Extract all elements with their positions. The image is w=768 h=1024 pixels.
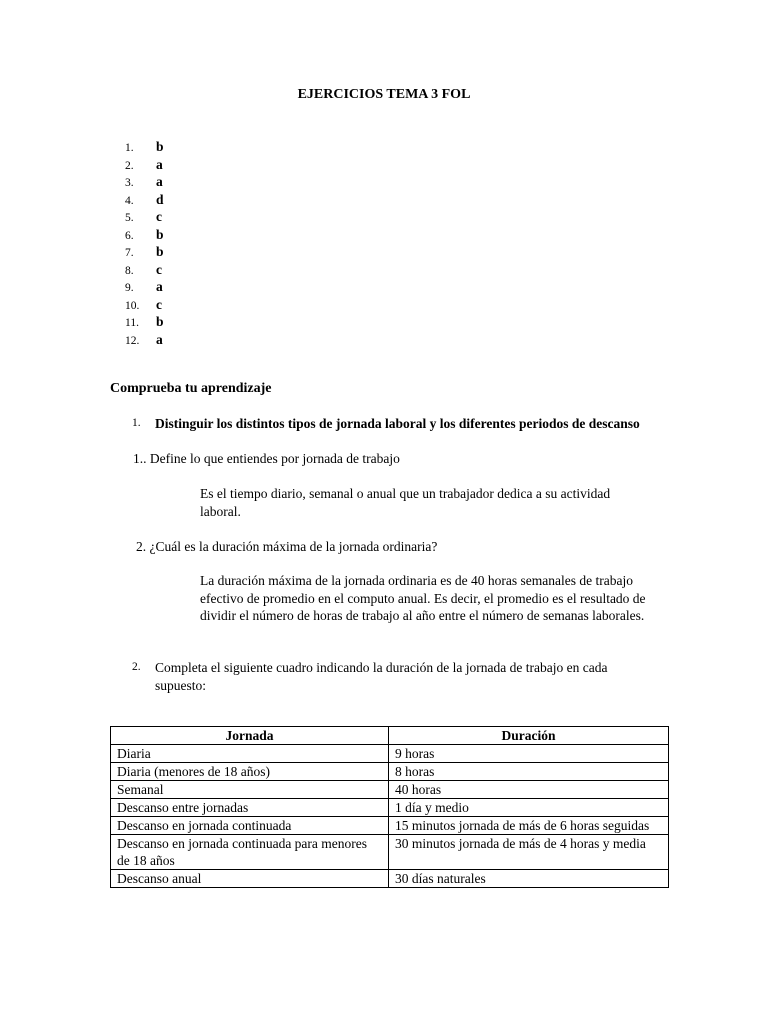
- document-title: EJERCICIOS TEMA 3 FOL: [297, 87, 471, 102]
- section-heading: Comprueba tu aprendizaje: [110, 381, 272, 396]
- answer-letter: b: [156, 139, 164, 154]
- answer-item: [125, 261, 164, 279]
- answer-number: 6.: [125, 229, 134, 242]
- table-cell: 30 minutos jornada de más de 4 horas y media: [389, 835, 669, 870]
- table-cell: 9 horas: [389, 745, 669, 763]
- table-cell: 30 días naturales: [389, 870, 669, 888]
- table-row: [111, 799, 669, 817]
- answer-item: [125, 296, 164, 314]
- column-header-jornada: Jornada: [111, 727, 389, 745]
- answer-number: 4.: [125, 194, 134, 207]
- table-cell: Diaria (menores de 18 años): [111, 763, 389, 781]
- answer-letter: a: [156, 331, 163, 347]
- table-cell: 40 horas: [389, 781, 669, 799]
- answer-1: Es el tiempo diario, semanal o anual que un trabajador dedica a su actividad laboral.: [200, 486, 611, 519]
- table-cell: Descanso en jornada continuada: [111, 817, 389, 835]
- table-cell: Diaria: [111, 745, 389, 763]
- table-header-row: [111, 727, 669, 745]
- table-cell: 15 minutos jornada de más de 6 horas seguidas: [389, 817, 669, 835]
- answer-number: 10.: [125, 299, 140, 312]
- answer-item: [125, 191, 164, 209]
- question-2: 2. ¿Cuál es la duración máxima de la jornada ordinaria?: [136, 539, 438, 554]
- answer-item: [125, 278, 164, 296]
- exercise-number: 2.: [132, 661, 141, 673]
- exercise-item-2: [132, 659, 652, 694]
- table-cell: Descanso entre jornadas: [111, 799, 389, 817]
- working-hours-table: [110, 726, 669, 888]
- answer-letter: a: [156, 279, 163, 294]
- table-row: [111, 781, 669, 799]
- answer-number: 9.: [125, 282, 134, 294]
- answer-letter: a: [156, 174, 163, 189]
- answer-letter: b: [156, 226, 164, 242]
- answer-number: 2.: [125, 159, 134, 172]
- table-row: [111, 817, 669, 835]
- objective-item: [132, 415, 662, 432]
- table-row: [111, 835, 669, 870]
- exercise-text: Completa el siguiente cuadro indicando la duración de la jornada de trabajo en cada supuesto:: [155, 660, 608, 693]
- table-cell: Descanso en jornada continuada para menores de 18 años: [111, 835, 389, 870]
- answer-number: 5.: [125, 212, 134, 224]
- answer-item: [125, 331, 164, 349]
- answer-item: [125, 138, 164, 156]
- objective-text: Distinguir los distintos tipos de jornada laboral y los diferentes periodos de descanso: [155, 416, 640, 431]
- answer-letter: c: [156, 261, 162, 277]
- answer-2: La duración máxima de la jornada ordinaria es de 40 horas semanales de trabajo efectivo de promedio en el computo anual. Es decir, el promedio es el resultado de dividir el número de horas de trabajo al año entre el número de semanas laborales.: [200, 573, 646, 623]
- answer-item: [125, 313, 164, 331]
- answer-number: 1.: [125, 142, 134, 154]
- answer-number: 11.: [125, 317, 139, 329]
- answer-letter: a: [156, 156, 163, 172]
- answer-item: [125, 243, 164, 261]
- answer-item: [125, 173, 164, 191]
- table-row: [111, 745, 669, 763]
- column-header-duracion: Duración: [389, 727, 669, 745]
- table-cell: Descanso anual: [111, 870, 389, 888]
- answer-letter: c: [156, 296, 162, 312]
- answer-item: [125, 226, 164, 244]
- objective-number: 1.: [132, 417, 141, 429]
- answer-letter: c: [156, 209, 162, 224]
- answer-number: 3.: [125, 177, 134, 189]
- table-row: [111, 870, 669, 888]
- answer-list: [125, 138, 164, 348]
- answer-item: [125, 208, 164, 226]
- table-cell: 8 horas: [389, 763, 669, 781]
- answer-number: 8.: [125, 264, 134, 277]
- answer-letter: b: [156, 244, 164, 259]
- answer-letter: b: [156, 314, 164, 329]
- answer-item: [125, 156, 164, 174]
- table-cell: 1 día y medio: [389, 799, 669, 817]
- table-cell: Semanal: [111, 781, 389, 799]
- answer-number: 7.: [125, 247, 134, 259]
- answer-letter: d: [156, 191, 164, 207]
- table-row: [111, 763, 669, 781]
- answer-number: 12.: [125, 334, 140, 347]
- question-1: 1.. Define lo que entiendes por jornada de trabajo: [133, 451, 400, 466]
